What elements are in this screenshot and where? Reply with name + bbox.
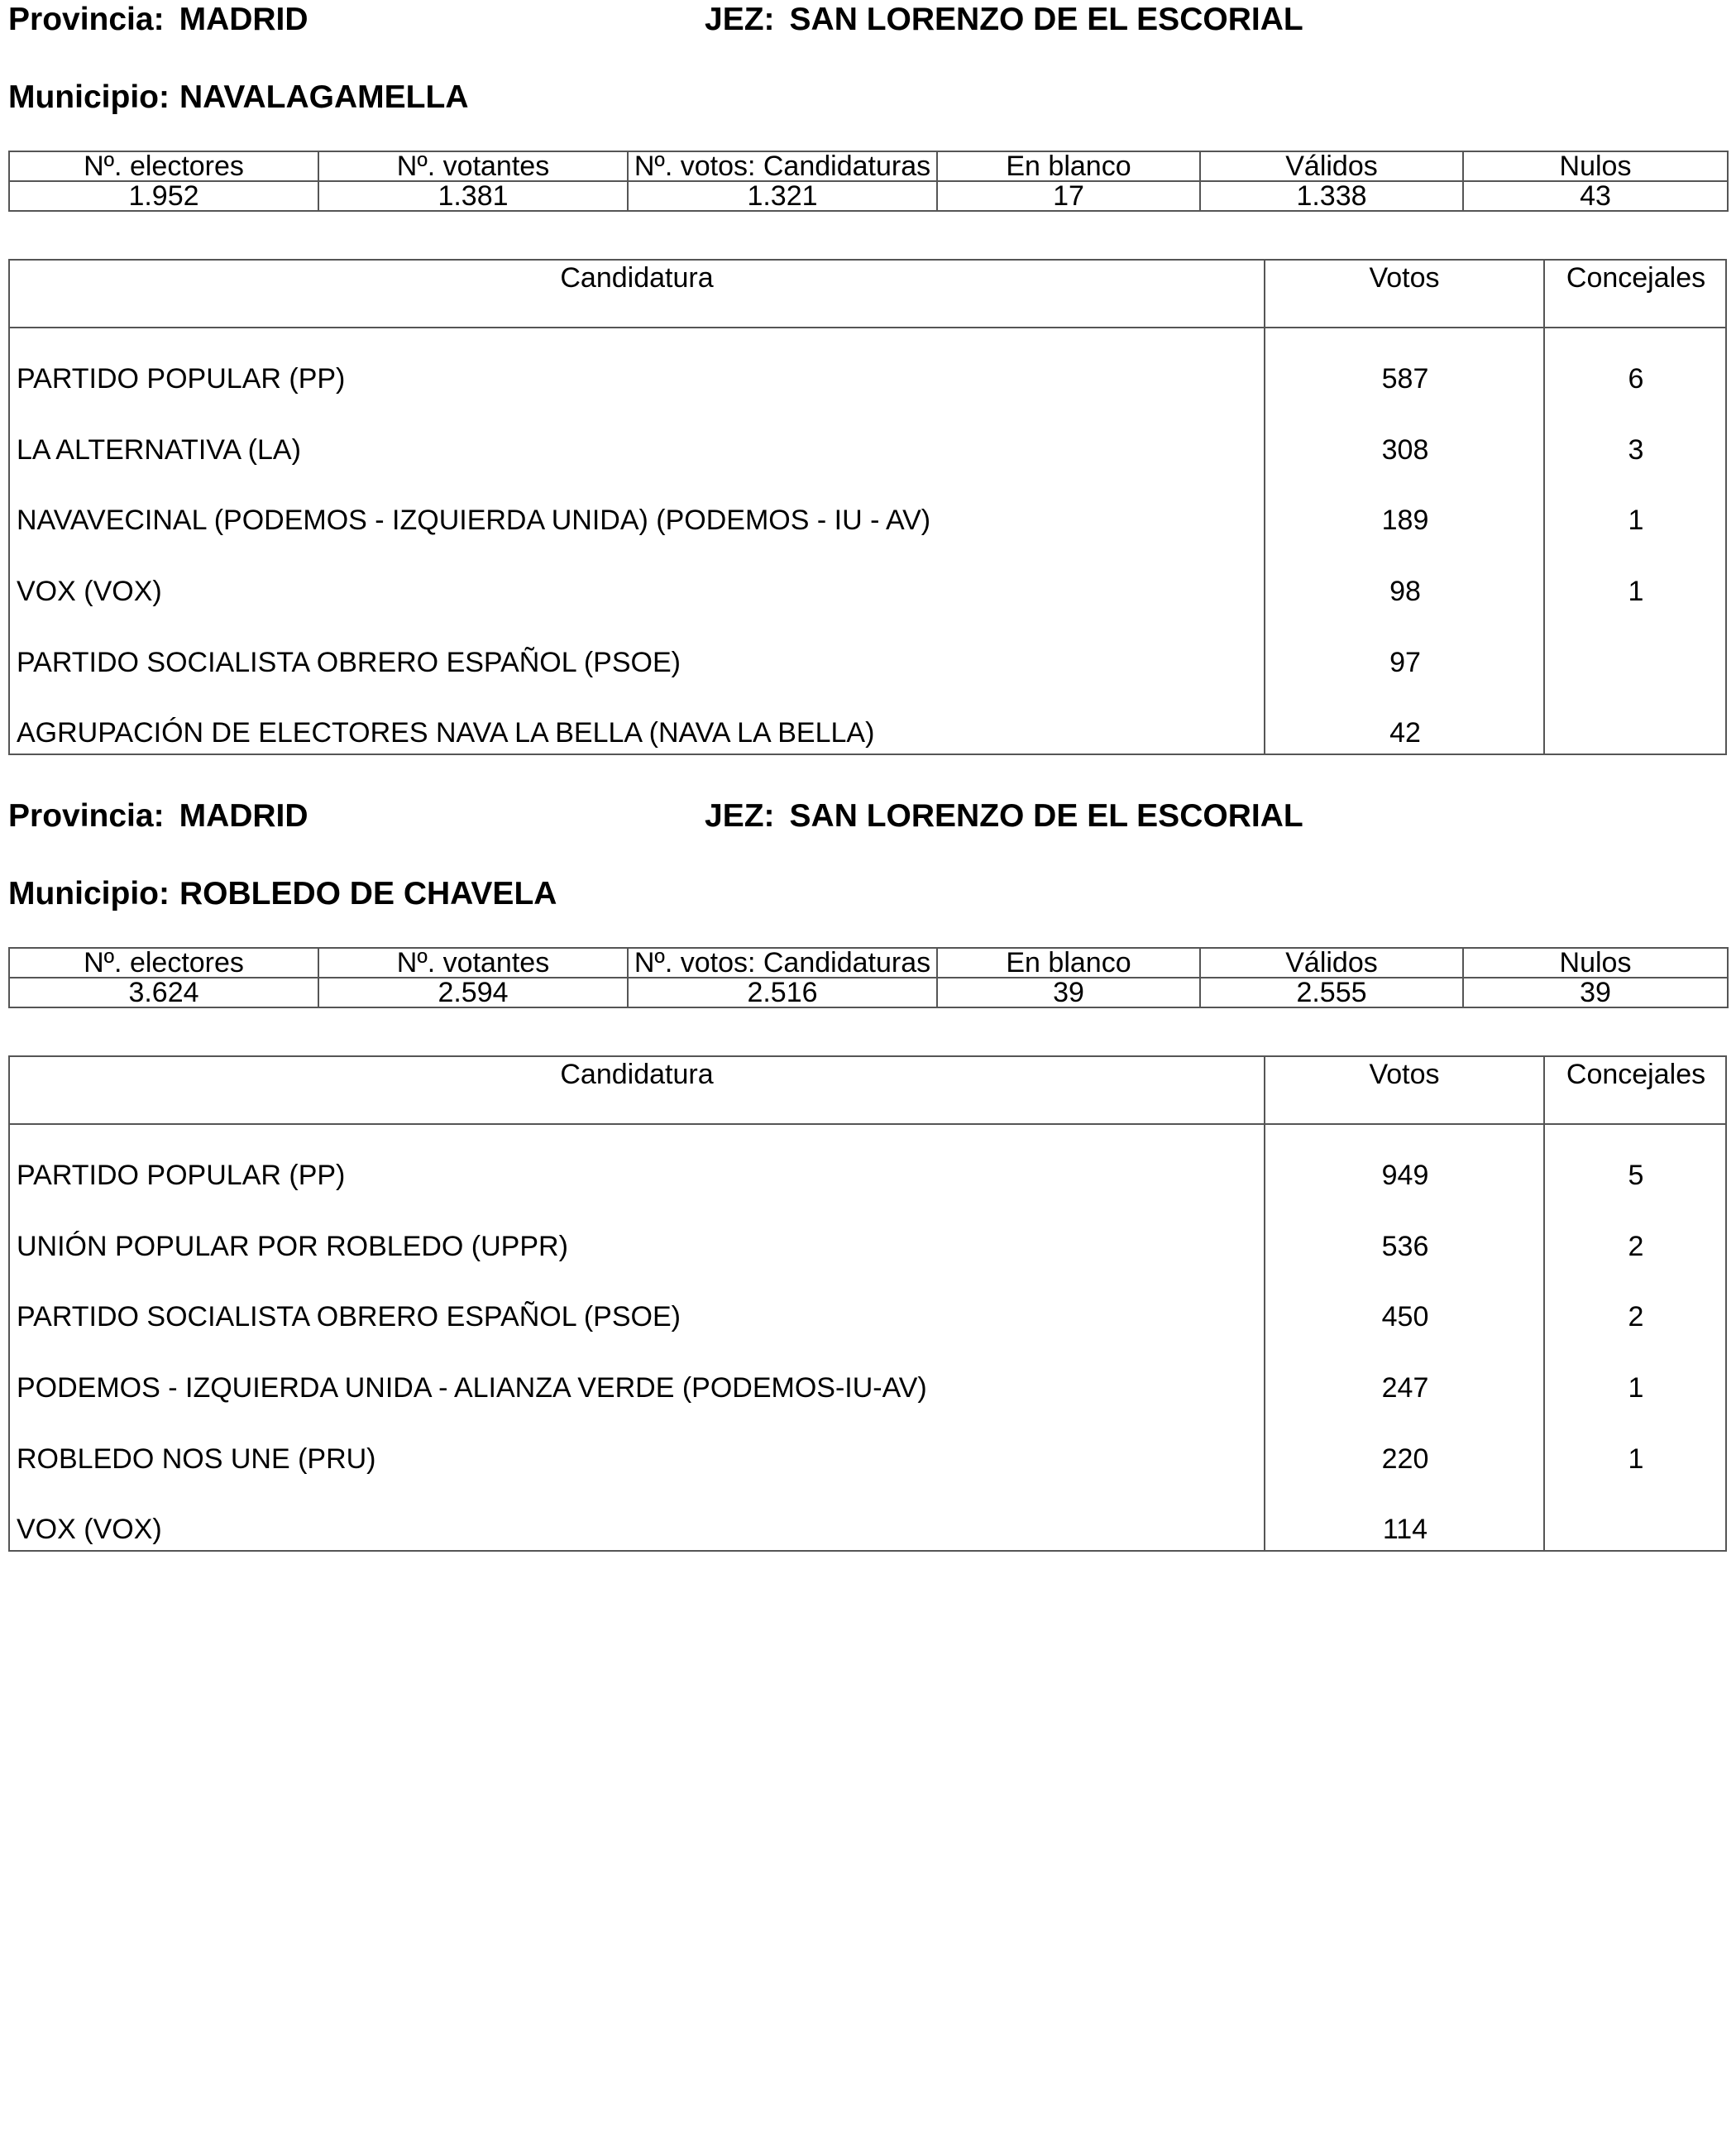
table-row: [10, 1423, 1725, 1495]
concejales-cell: 1: [1628, 505, 1644, 536]
stats-header-cell: Nº. electores: [9, 151, 318, 181]
votos-cell: 536: [1381, 1231, 1429, 1262]
municipio-value: ROBLEDO DE CHAVELA: [179, 876, 557, 911]
concejales-cell: 1: [1628, 1372, 1644, 1404]
municipio-value: NAVALAGAMELLA: [179, 79, 469, 115]
municipio-line: [8, 78, 468, 117]
candidatura-cell: LA ALTERNATIVA (LA): [17, 434, 301, 466]
header-concejales: Concejales: [1543, 1057, 1727, 1123]
header-votos: Votos: [1264, 1057, 1543, 1123]
results-table: [8, 259, 1727, 755]
provincia-line: [8, 797, 308, 836]
stats-header-cell: Nº. votantes: [318, 151, 628, 181]
header-concejales: Concejales: [1543, 261, 1727, 327]
concejales-cell: 2: [1628, 1231, 1644, 1262]
table-row: [10, 414, 1725, 486]
municipio-line: [8, 874, 557, 914]
jez-line: [705, 0, 1303, 40]
stats-value-cell: 39: [1463, 978, 1728, 1007]
candidatura-cell: ROBLEDO NOS UNE (PRU): [17, 1443, 376, 1475]
votos-cell: 587: [1381, 363, 1429, 395]
provincia-value: MADRID: [179, 798, 308, 834]
concejales-cell: 3: [1628, 434, 1644, 466]
results-body: [10, 328, 1725, 754]
municipality-section: [8, 797, 1727, 1549]
municipio-label: Municipio:: [8, 79, 170, 115]
table-row: [10, 1281, 1725, 1352]
votos-cell: 98: [1389, 576, 1421, 607]
stats-value-cell: 3.624: [9, 978, 318, 1007]
header-votos: Votos: [1264, 261, 1543, 327]
stats-value-cell: 43: [1463, 181, 1728, 211]
table-row: [10, 627, 1725, 698]
votos-cell: 114: [1382, 1514, 1428, 1545]
votos-cell: 247: [1381, 1372, 1429, 1404]
candidatura-cell: PODEMOS - IZQUIERDA UNIDA - ALIANZA VERDE (PODEMOS-IU-AV): [17, 1372, 927, 1404]
header-candidatura: Candidatura: [560, 1059, 714, 1090]
stats-value-cell: 17: [937, 181, 1200, 211]
stats-header-row: [9, 948, 1728, 978]
provincia-label: Provincia:: [8, 798, 165, 834]
results-header-row: [10, 261, 1725, 328]
votos-cell: 308: [1381, 434, 1429, 466]
candidatura-cell: NAVAVECINAL (PODEMOS - IZQUIERDA UNIDA) (PODEMOS - IU - AV): [17, 505, 931, 536]
concejales-cell: 1: [1628, 1443, 1644, 1475]
provincia-value: MADRID: [179, 2, 308, 37]
stats-header-cell: En blanco: [937, 948, 1200, 978]
table-row: [10, 697, 1725, 768]
stats-table: [8, 947, 1729, 1008]
municipality-section: [8, 0, 1727, 753]
stats-value-cell: 1.381: [318, 181, 628, 211]
table-row: [10, 1211, 1725, 1282]
candidatura-cell: PARTIDO POPULAR (PP): [17, 1160, 346, 1191]
jez-label: JEZ:: [705, 798, 775, 834]
stats-value-cell: 1.321: [628, 181, 937, 211]
jez-line: [705, 797, 1303, 836]
stats-value-row: [9, 181, 1728, 211]
table-row: [10, 343, 1725, 414]
results-table: [8, 1055, 1727, 1552]
concejales-cell: 2: [1628, 1301, 1644, 1332]
header-candidatura: Candidatura: [560, 262, 714, 294]
stats-header-cell: Nº. votos: Candidaturas: [628, 151, 937, 181]
stats-value-cell: 1.952: [9, 181, 318, 211]
votos-cell: 450: [1381, 1301, 1429, 1332]
stats-header-cell: Válidos: [1200, 948, 1463, 978]
jez-label: JEZ:: [705, 2, 775, 37]
stats-header-cell: Válidos: [1200, 151, 1463, 181]
results-header-row: [10, 1057, 1725, 1125]
table-row: [10, 1494, 1725, 1565]
stats-header-cell: Nº. votantes: [318, 948, 628, 978]
stats-header-cell: Nulos: [1463, 151, 1728, 181]
table-row: [10, 1352, 1725, 1423]
jez-value: SAN LORENZO DE EL ESCORIAL: [789, 2, 1303, 37]
table-row: [10, 485, 1725, 556]
table-row: [10, 1140, 1725, 1211]
votos-cell: 97: [1389, 647, 1421, 678]
concejales-cell: 5: [1628, 1160, 1644, 1191]
stats-header-row: [9, 151, 1728, 181]
candidatura-cell: PARTIDO POPULAR (PP): [17, 363, 346, 395]
jez-value: SAN LORENZO DE EL ESCORIAL: [789, 798, 1303, 834]
votos-cell: 189: [1381, 505, 1429, 536]
votos-cell: 220: [1381, 1443, 1429, 1475]
stats-header-cell: Nulos: [1463, 948, 1728, 978]
stats-value-row: [9, 978, 1728, 1007]
provincia-line: [8, 0, 308, 40]
stats-header-cell: Nº. votos: Candidaturas: [628, 948, 937, 978]
results-body: [10, 1125, 1725, 1550]
candidatura-cell: VOX (VOX): [17, 1514, 162, 1545]
table-row: [10, 556, 1725, 627]
candidatura-cell: PARTIDO SOCIALISTA OBRERO ESPAÑOL (PSOE): [17, 1301, 681, 1332]
stats-value-cell: 2.594: [318, 978, 628, 1007]
stats-value-cell: 2.516: [628, 978, 937, 1007]
stats-table: [8, 151, 1729, 212]
stats-value-cell: 1.338: [1200, 181, 1463, 211]
candidatura-cell: UNIÓN POPULAR POR ROBLEDO (UPPR): [17, 1231, 568, 1262]
concejales-cell: 1: [1628, 576, 1644, 607]
stats-value-cell: 2.555: [1200, 978, 1463, 1007]
votos-cell: 949: [1381, 1160, 1429, 1191]
municipio-label: Municipio:: [8, 876, 170, 911]
provincia-label: Provincia:: [8, 2, 165, 37]
stats-value-cell: 39: [937, 978, 1200, 1007]
candidatura-cell: PARTIDO SOCIALISTA OBRERO ESPAÑOL (PSOE): [17, 647, 681, 678]
candidatura-cell: AGRUPACIÓN DE ELECTORES NAVA LA BELLA (NAVA LA BELLA): [17, 717, 875, 749]
stats-header-cell: En blanco: [937, 151, 1200, 181]
stats-header-cell: Nº. electores: [9, 948, 318, 978]
votos-cell: 42: [1389, 717, 1421, 749]
candidatura-cell: VOX (VOX): [17, 576, 162, 607]
concejales-cell: 6: [1628, 363, 1644, 395]
